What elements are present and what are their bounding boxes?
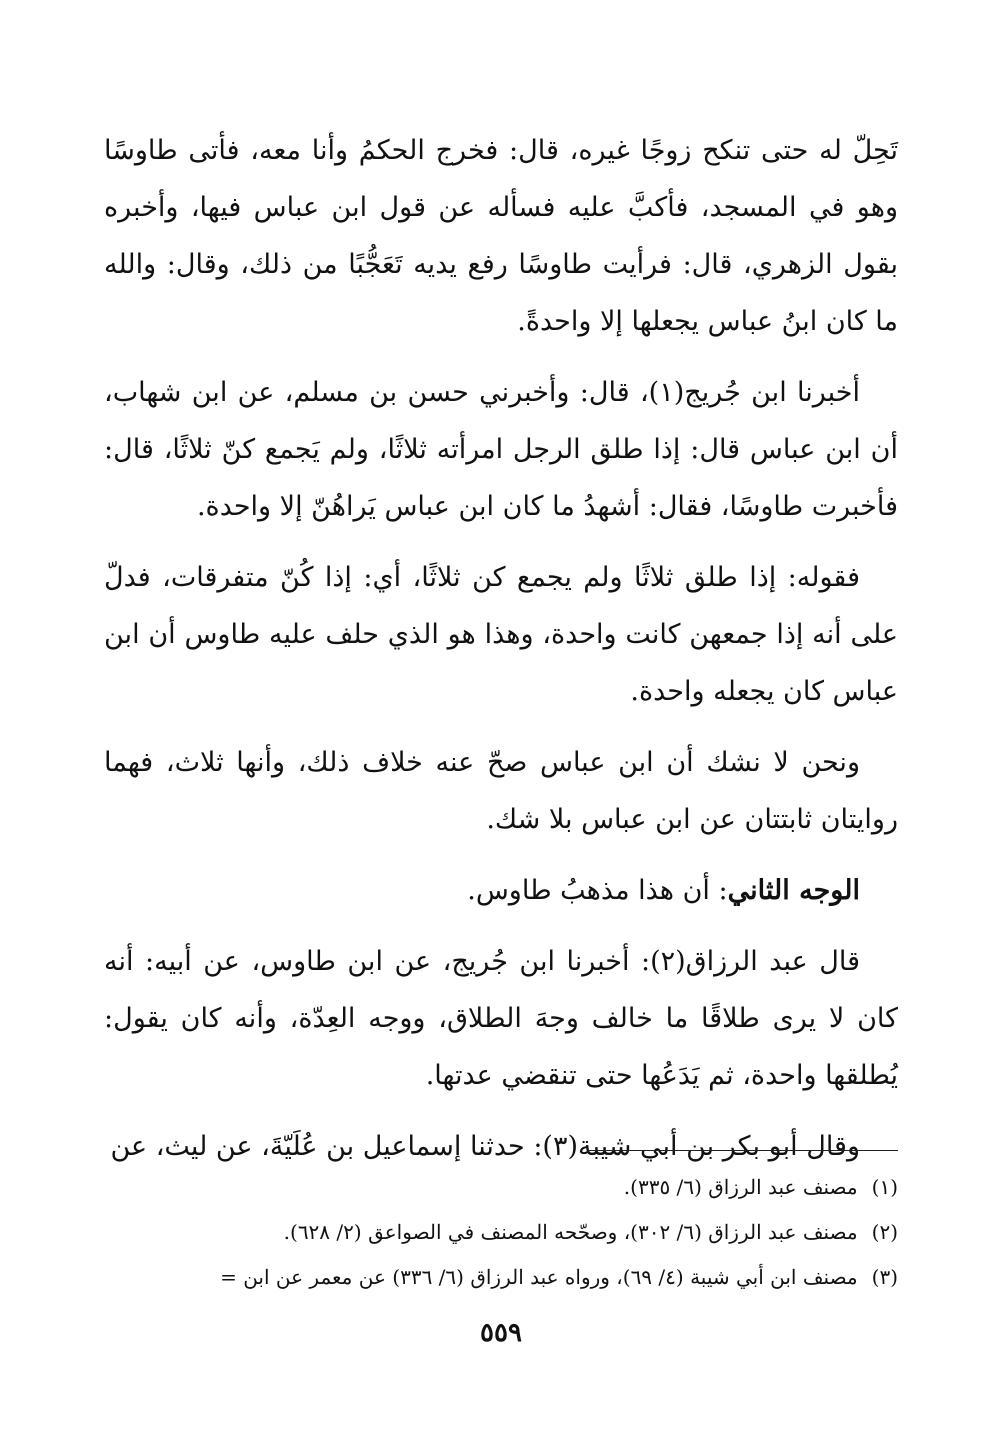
footnote-2 bbox=[104, 1210, 898, 1255]
main-text bbox=[104, 122, 898, 1189]
paragraph-1: تَحِلّ له حتى تنكح زوجًا غيره، قال: فخرج الحكمُ وأنا معه، فأتى طاوسًا وهو في المسجد، فأكبَّ عليه فسأله عن قول ابن عباس فيها، وأخبره بقول الزهري، قال: فرأيت طاوسًا رفع يديه تَعَجُّبًا من ذلك، وقال: والله ما كان ابنُ عباس يجعلها إلا واحدةً. bbox=[104, 135, 898, 337]
footnote-text: مصنف ابن أبي شيبة (٤/ ٦٩)، ورواه عبد الرزاق (٦/ ٣٣٦) عن معمر عن ابن = bbox=[220, 1265, 858, 1289]
footnotes bbox=[104, 1165, 898, 1300]
page-number: ٥٥٩ bbox=[480, 1318, 522, 1348]
paragraph-3: فقوله: إذا طلق ثلاثًا ولم يجمع كن ثلاثًا، أي: إذا كُنّ متفرقات، فدلّ على أنه إذا جمعهن كانت واحدة، وهذا هو الذي حلف عليه طاوس أن ابن عباس كان يجعله واحدة. bbox=[104, 562, 898, 707]
paragraph-5 bbox=[104, 862, 898, 919]
footnote-divider bbox=[588, 1150, 898, 1151]
footnote-text: مصنف عبد الرزاق (٦/ ٣٠٢)، وصحّحه المصنف في الصواعق (٢/ ٦٢٨). bbox=[283, 1220, 858, 1244]
footnote-1 bbox=[104, 1165, 898, 1210]
paragraph-6: قال عبد الرزاق(٢): أخبرنا ابن جُريج، عن ابن طاوس، عن أبيه: أنه كان لا يرى طلاقًا ما خالف وجهَ الطلاق، ووجه العِدّة، وأنه كان يقول: يُطلقها واحدة، ثم يَدَعُها حتى تنقضي عدتها. bbox=[104, 946, 898, 1091]
section-heading: الوجه الثاني bbox=[727, 875, 860, 906]
footnote-number: (١) bbox=[871, 1175, 898, 1199]
footnote-number: (٣) bbox=[871, 1265, 898, 1289]
paragraph-2: أخبرنا ابن جُريج(١)، قال: وأخبرني حسن بن مسلم، عن ابن شهاب، أن ابن عباس قال: إذا طلق الرجل امرأته ثلاثًا، ولم يَجمع كنّ ثلاثًا، قال: فأخبرت طاوسًا، فقال: أشهدُ ما كان ابن عباس يَراهُنّ إلا واحدة. bbox=[104, 377, 898, 522]
footnote-3 bbox=[104, 1255, 898, 1300]
paragraph-5-text: : أن هذا مذهبُ طاوس. bbox=[467, 875, 728, 906]
paragraph-4: ونحن لا نشك أن ابن عباس صحّ عنه خلاف ذلك، وأنها ثلاث، فهما روايتان ثابتتان عن ابن عباس بلا شك. bbox=[104, 747, 898, 835]
footnote-number: (٢) bbox=[871, 1220, 898, 1244]
paragraph-7: وقال أبو بكر بن أبي شيبة(٣): حدثنا إسماعيل بن عُلَيّةَ، عن ليث، عن bbox=[110, 1131, 860, 1162]
footnote-text: مصنف عبد الرزاق (٦/ ٣٣٥). bbox=[623, 1175, 858, 1199]
